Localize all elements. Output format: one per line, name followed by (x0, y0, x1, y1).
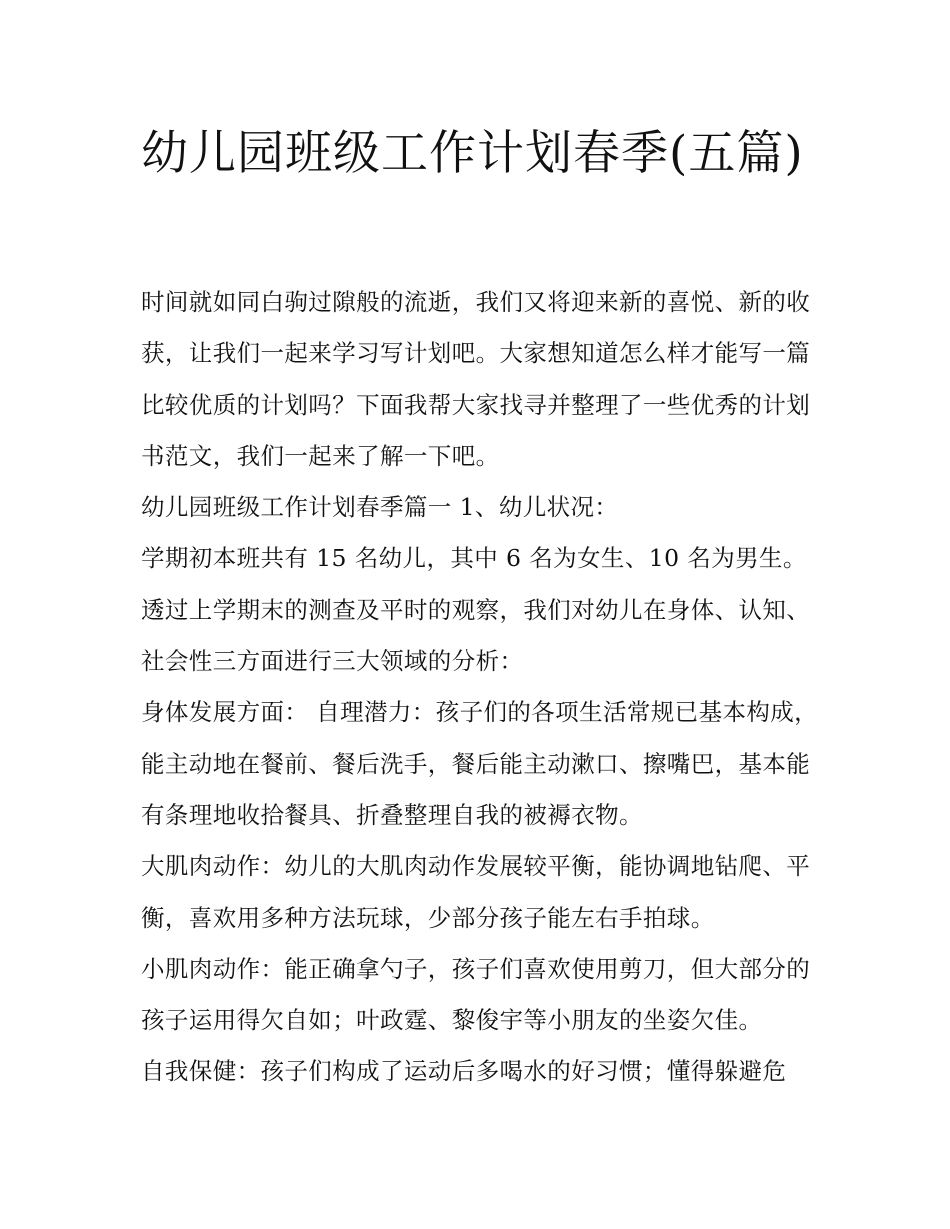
paragraph-fine-motor: 小肌肉动作：能正确拿勺子，孩子们喜欢使用剪刀，但大部分的孩子运用得欠自如；叶政霆、黎俊宇等小朋友的坐姿欠佳。 (141, 954, 811, 1035)
paragraph-gross-motor: 大肌肉动作：幼儿的大肌肉动作发展较平衡，能协调地钻爬、平衡，喜欢用多种方法玩球，少部分孩子能左右手拍球。 (141, 852, 811, 932)
paragraph-self-care: 身体发展方面： 自理潜力：孩子们的各项生活常规已基本构成，能主动地在餐前、餐后洗手，餐后能主动漱口、擦嘴巴，基本能有条理地收拾餐具、折叠整理自我的被褥衣物。 (141, 698, 819, 829)
paragraph-self-health: 自我保健：孩子们构成了运动后多喝水的好习惯；懂得躲避危 (141, 1057, 787, 1086)
paragraph-class-overview: 学期初本班共有 15 名幼儿，其中 6 名为女生、10 名为男生。透过上学期末的测查及平时的观察，我们对幼儿在身体、认知、社会性三方面进行三大领域的分析： (141, 544, 811, 676)
paragraph-section-heading: 幼儿园班级工作计划春季篇一 1、幼儿状况： (141, 493, 619, 522)
document-body (141, 277, 821, 1098)
document-title: 幼儿园班级工作计划春季(五篇) (141, 126, 804, 181)
paragraph-intro: 时间就如同白驹过隙般的流逝，我们又将迎来新的喜悦、新的收获，让我们一起来学习写计划吧。大家想知道怎么样才能写一篇比较优质的计划吗？下面我帮大家找寻并整理了一些优秀的计划书范文，我们一起来了解一下吧。 (141, 288, 811, 470)
